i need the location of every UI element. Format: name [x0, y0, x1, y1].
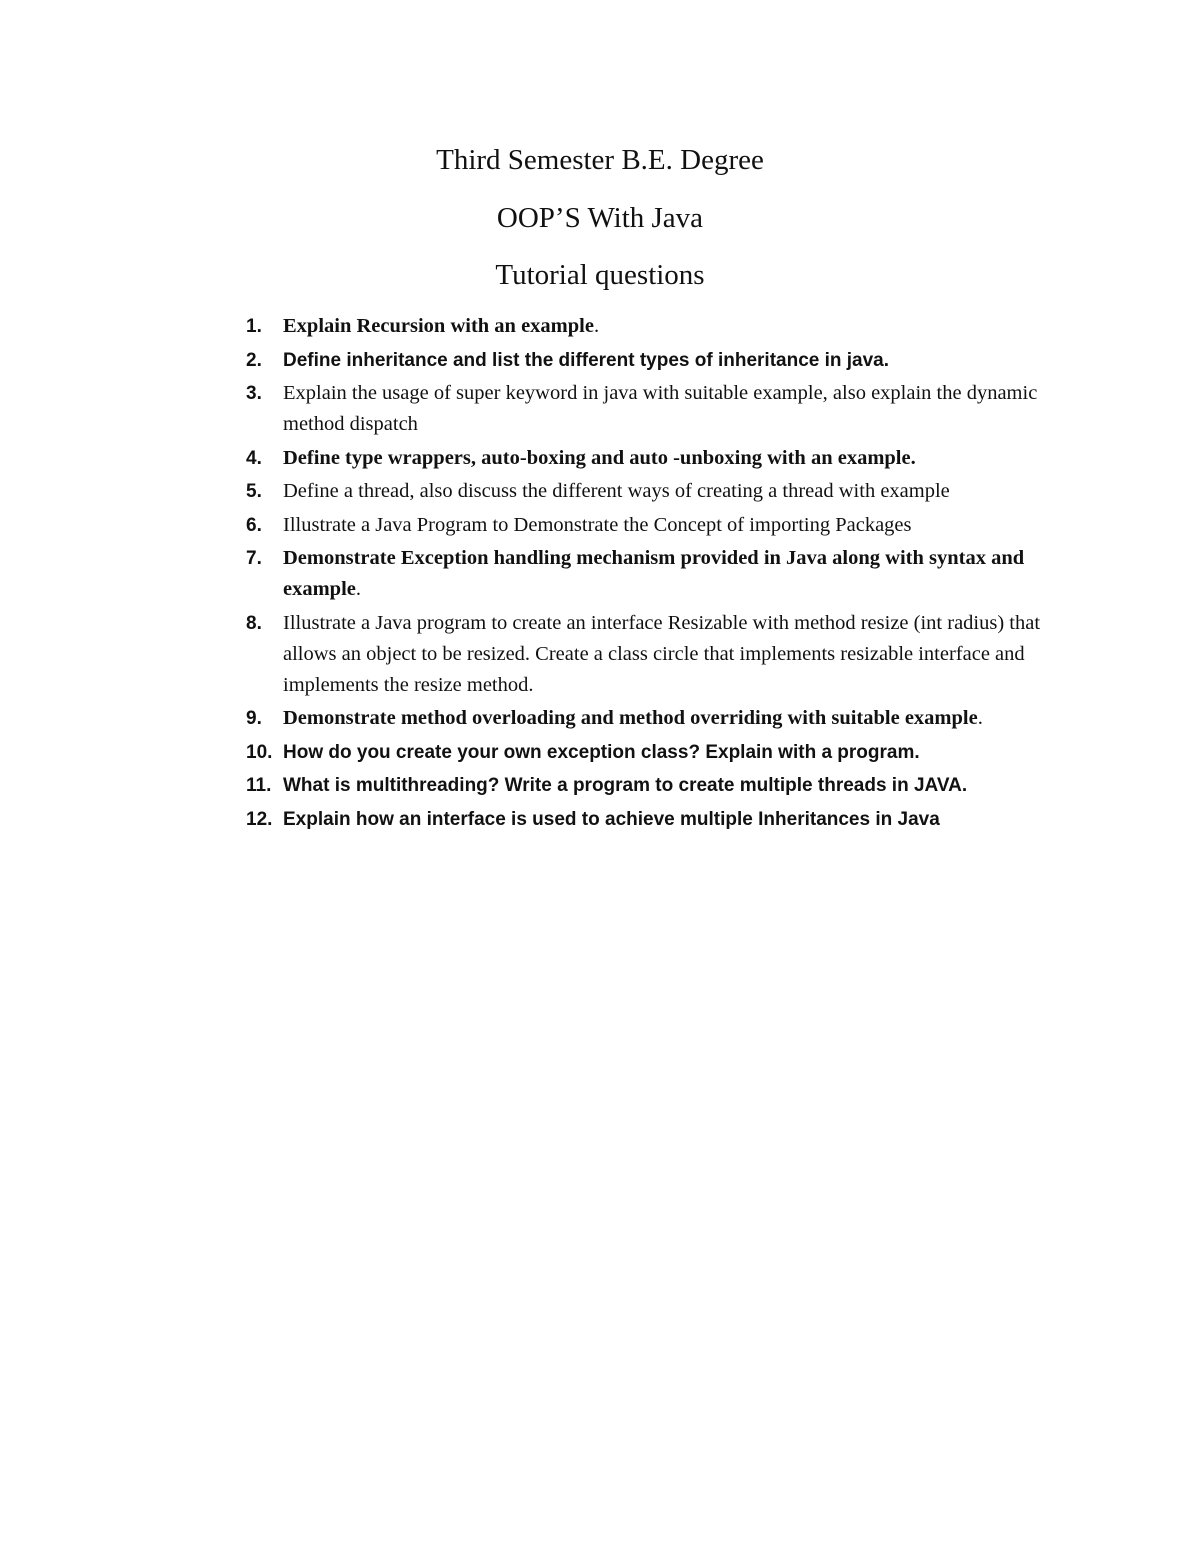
question-number: 3.: [246, 383, 262, 404]
question-item: [246, 311, 1076, 342]
question-list: [246, 311, 1076, 837]
question-number: 7.: [246, 548, 262, 569]
question-item: [246, 443, 1076, 474]
question-item: [246, 703, 1076, 734]
question-text: Explain Recursion with an example: [283, 315, 594, 337]
header-course-title: OOP’S With Java: [496, 201, 704, 234]
question-number: 6.: [246, 514, 262, 536]
header-tutorial-title: Tutorial questions: [495, 259, 705, 291]
question-item: [246, 770, 1076, 801]
question-item: [246, 378, 1076, 440]
question-item: [246, 345, 1076, 376]
question-text: Explain how an interface is used to achieve multiple Inheritances in Java: [283, 808, 940, 830]
question-item: [246, 476, 1076, 507]
question-text: Explain the usage of super keyword in java with suitable example, also explain the dynamic method dispatch: [283, 382, 1038, 435]
question-number: 10.: [246, 741, 273, 763]
question-text: How do you create your own exception class? Explain with a program.: [283, 741, 920, 763]
question-number: 5.: [246, 481, 262, 502]
question-tail: .: [355, 578, 361, 600]
question-text: Demonstrate method overloading and method overriding with suitable example: [283, 707, 978, 729]
question-text: Define type wrappers, auto-boxing and auto -unboxing with an example.: [283, 446, 916, 469]
question-number: 4.: [246, 447, 262, 469]
question-number: 2.: [246, 349, 262, 371]
question-tail: .: [593, 315, 600, 337]
question-number: 8.: [246, 612, 262, 634]
question-text: Demonstrate Exception handling mechanism provided in Java along with syntax and example: [283, 547, 1025, 600]
question-number: 11.: [246, 775, 272, 796]
question-number: 12.: [246, 808, 273, 830]
question-number: 1.: [246, 316, 262, 337]
question-number: 9.: [246, 708, 262, 729]
question-text: What is multithreading? Write a program to create multiple threads in JAVA.: [283, 775, 968, 796]
header-degree-title: Third Semester B.E. Degree: [436, 144, 764, 176]
question-item: [246, 804, 1076, 835]
question-item: [246, 510, 1076, 541]
question-text: Illustrate a Java program to create an interface Resizable with method resize (int radius) that allows an object to be resized. Create a class circle that implements resizable interface and implements the resize method.: [283, 611, 1041, 696]
question-text: Define inheritance and list the different types of inheritance in java.: [283, 349, 890, 371]
question-item: [246, 543, 1076, 605]
question-item: [246, 608, 1076, 701]
question-item: [246, 737, 1076, 768]
document-header: [0, 138, 1200, 311]
question-text: Illustrate a Java Program to Demonstrate the Concept of importing Packages: [283, 513, 912, 536]
question-tail: .: [977, 707, 983, 729]
question-text: Define a thread, also discuss the different ways of creating a thread with example: [283, 480, 950, 502]
